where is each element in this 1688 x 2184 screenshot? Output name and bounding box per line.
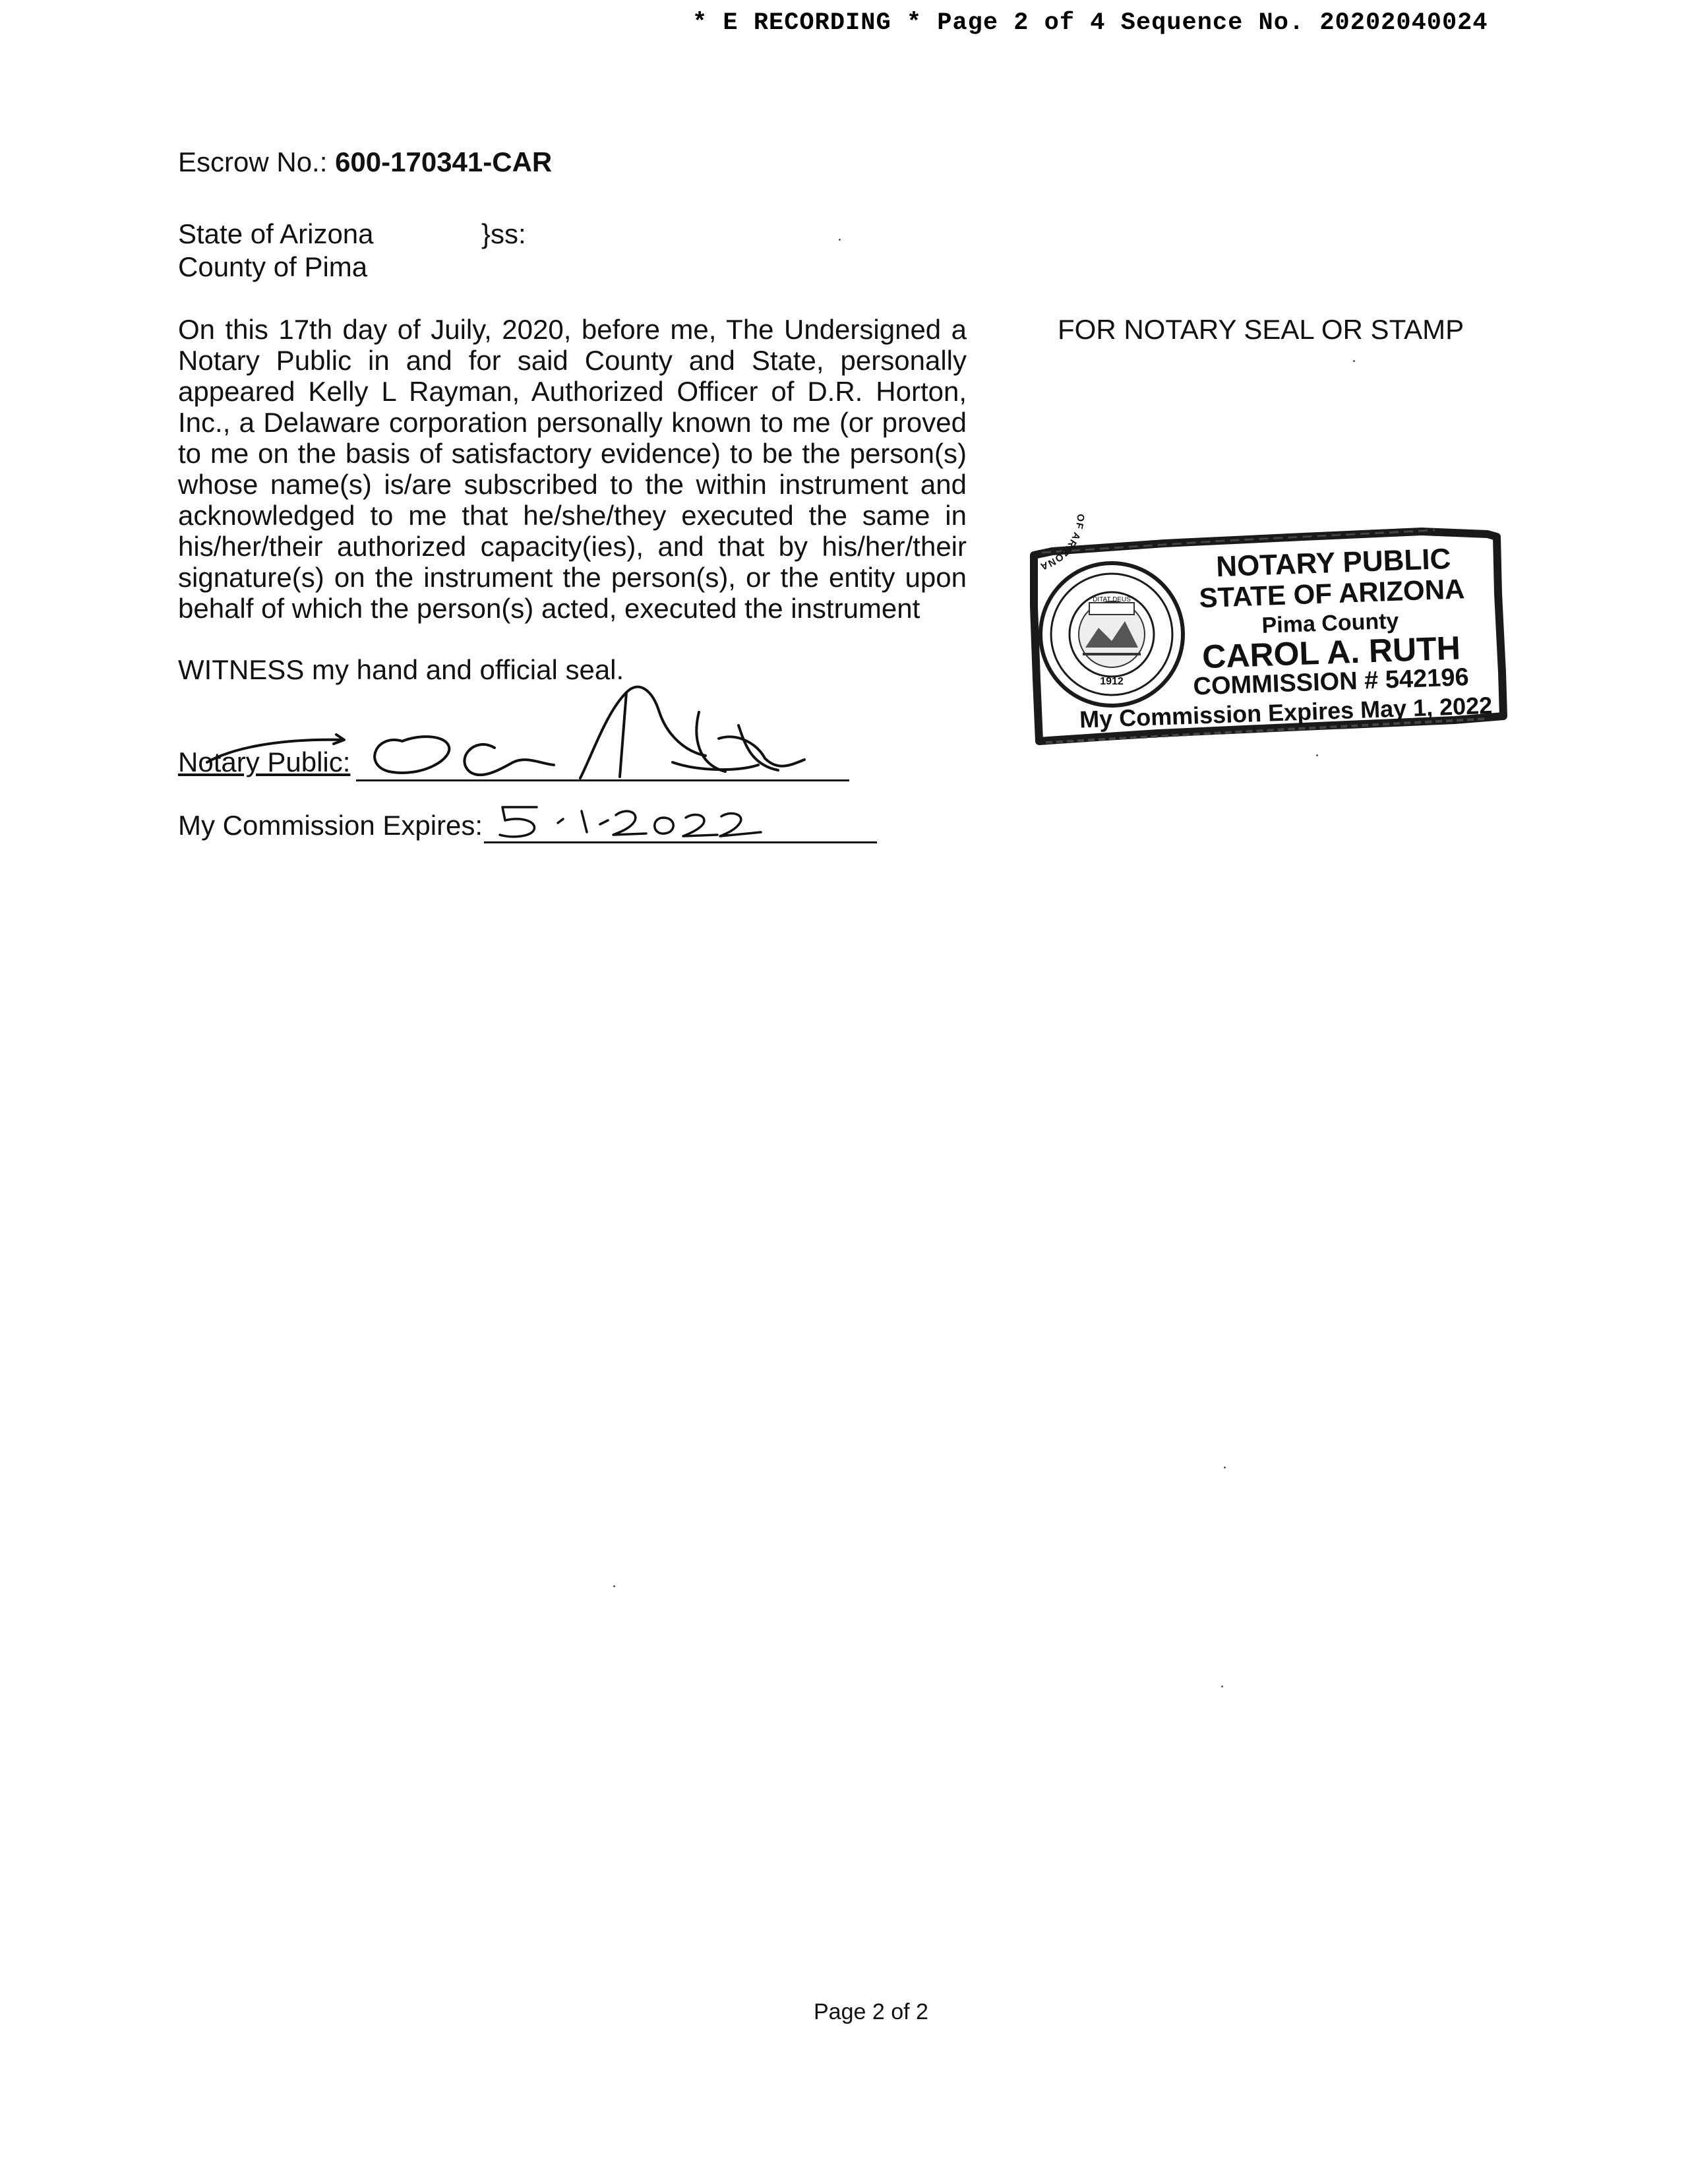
svg-text:GREAT SEAL OF THE STATE OF ARI: OF ARIZONA: [1038, 514, 1087, 572]
acknowledgment-paragraph: [178, 314, 967, 624]
commission-expires-handwritten: [491, 798, 781, 844]
acknowledgment-line: signature(s) on the instrument the person(s), or the entity upon: [178, 562, 967, 593]
notary-public-label: Notary Public:: [178, 746, 351, 777]
venue-block: [178, 218, 526, 284]
commission-expires-label: My Commission Expires:: [178, 810, 483, 841]
acknowledgment-line: On this 17th day of Juily, 2020, before me, The Undersigned a: [178, 314, 967, 345]
svg-text:COMMISSION # 542196: COMMISSION # 542196: [1192, 663, 1470, 701]
escrow-number-line: [178, 146, 552, 178]
svg-text:DITAT DEUS: DITAT DEUS: [1093, 596, 1131, 603]
notary-stamp: [1026, 514, 1507, 752]
scan-speck: [1221, 1685, 1223, 1687]
svg-text:My Commission Expires May 1, 2: My Commission Expires May 1, 2022: [1079, 691, 1493, 733]
scan-speck: [1224, 1467, 1226, 1469]
acknowledgment-line: behalf of which the person(s) acted, executed the instrument: [178, 593, 920, 624]
acknowledgment-line: appeared Kelly L Rayman, Authorized Officer of D.R. Horton,: [178, 376, 967, 407]
escrow-label: Escrow No.:: [178, 146, 328, 177]
escrow-number: 600-170341-CAR: [335, 146, 553, 177]
notary-seal-label: FOR NOTARY SEAL OR STAMP: [1058, 314, 1464, 345]
notary-signature: [198, 673, 818, 804]
svg-text:Pima County: Pima County: [1261, 608, 1399, 638]
acknowledgment-line: to me on the basis of satisfactory evidence) to be the person(s): [178, 438, 967, 469]
acknowledgment-line: Notary Public in and for said County and State, personally: [178, 345, 967, 376]
svg-text:NOTARY PUBLIC: NOTARY PUBLIC: [1215, 542, 1452, 584]
acknowledgment-line: his/her/their authorized capacity(ies), and that by his/her/their: [178, 531, 967, 562]
witness-statement: WITNESS my hand and official seal.: [178, 654, 624, 685]
scan-speck: [1316, 754, 1318, 756]
svg-text:1912: 1912: [1100, 676, 1124, 687]
commission-expires-line: [178, 810, 483, 841]
svg-text:STATE OF ARIZONA: STATE OF ARIZONA: [1198, 573, 1466, 614]
venue-state: State of Arizona: [178, 218, 374, 249]
scan-speck: [839, 239, 841, 241]
recording-header: * E RECORDING * Page 2 of 4 Sequence No. 20202040024: [692, 9, 1488, 37]
notary-public-line: [178, 746, 350, 778]
scan-speck: [613, 1585, 615, 1587]
page-footer: Page 2 of 2: [814, 1999, 928, 2024]
venue-county: County of Pima: [178, 251, 368, 282]
notary-signature-rule: [356, 779, 849, 781]
acknowledgment-line: Inc., a Delaware corporation personally known to me (or proved: [178, 407, 967, 438]
svg-text:CAROL A. RUTH: CAROL A. RUTH: [1201, 629, 1461, 676]
venue-ss: }ss:: [481, 218, 526, 249]
acknowledgment-line: whose name(s) is/are subscribed to the within instrument and: [178, 469, 967, 500]
acknowledgment-line: acknowledged to me that he/she/they executed the same in: [178, 500, 967, 531]
scan-speck: [1353, 360, 1355, 362]
commission-expires-rule: [484, 841, 877, 843]
